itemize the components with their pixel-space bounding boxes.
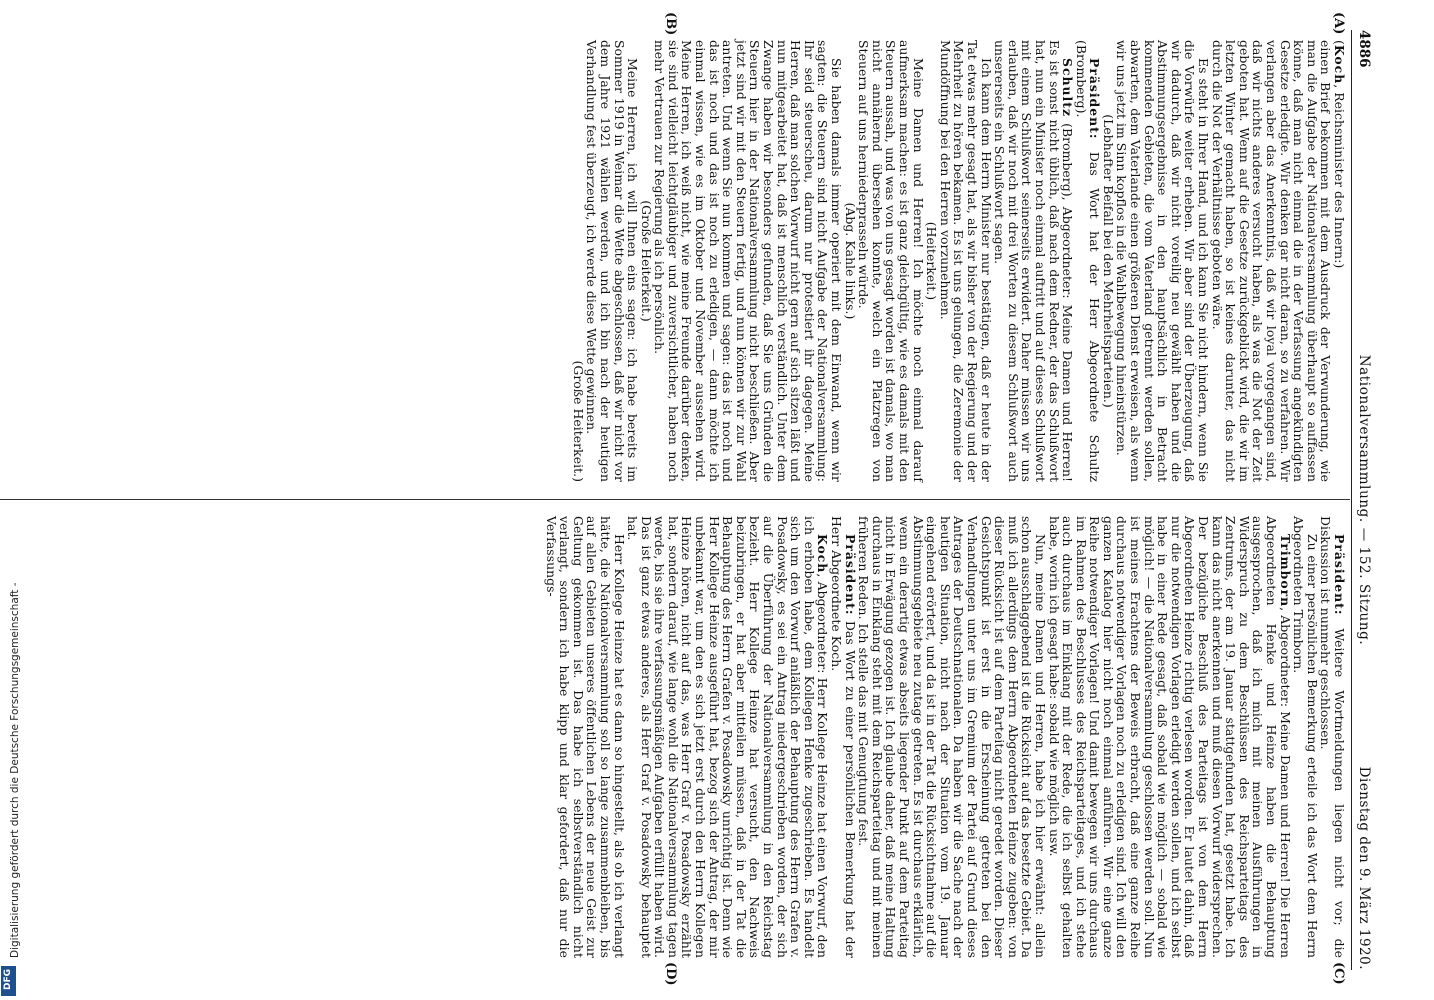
speaker-name: Präsident: — [842, 534, 858, 616]
paragraph: Meine Damen und Herren! Ich möchte noch einmal darauf aufmerksam machen: es ist ganz gleichgültig, wie es damals mit den Steuern aussah, und was von uns gesagt worden ist damals, wo man nicht annähernd übersehen konnte, welch ein Platzregen von Steuern auf uns herniederprasseln würde. — [856, 40, 926, 482]
paragraph — [1047, 516, 1292, 958]
interjection: (Große Heiterkeit.) — [638, 200, 654, 322]
paragraph — [1074, 40, 1101, 482]
speech-text: Das Wort zu einer persönlichen Bemerkung hat der Herr Abgeordnete Koch. — [829, 516, 858, 958]
speech-text: Das Wort hat der Herr Abgeordnete Schultz (Bromberg). — [1073, 40, 1103, 482]
paragraph — [993, 40, 1075, 482]
paragraph: Zu einer persönlichen Bemerkung erteile ich das Wort dem Herrn Abgeordneten Trimborn. — [1291, 516, 1320, 958]
digitization-footer — [0, 0, 21, 1000]
speech-text: (Bromberg), Abgeordneter: Meine Damen und Herren! Es ist sonst nicht üblich, daß nach dem Redner, der das Schlußwort hat, nun ein Minister noch einmal auftritt und auf dieses Schlußwort mit einem Schlußwort seinerseits erwidert. Daher müssen wir uns erlauben, daß wir noch mit drei Worten zu diesem Schlußwort auch unsererseits ein Schlußwort sagen. — [992, 40, 1076, 482]
paragraph — [829, 516, 856, 958]
paragraph: Ich kann dem Herrn Minister nur bestätigen, daß er heute in der Tat etwas mehr gesagt hat, als wir bisher von der Regierung und der Mehrheit zu hören bekamen. Es ist uns gelungen, die Zeremonie der Mundöffnung bei den Herren vorzunehmen. — [937, 40, 994, 482]
margin-mark-a: (A) — [1331, 12, 1346, 35]
paragraph: Nun, meine Damen und Herren, habe ich hier erwähnt: allein schon ausschlaggebend ist die Rücksicht auf das besetzte Gebiet. Da muß ich allerdings dem Herrn Abgeordneten Heinze zugeben: von dieser Rücksicht ist auf dem Parteitag nicht geredet worden. Dieser Gesichtspunkt ist erst in die Erscheinung getreten bei den Verhandlungen unter uns im Gremium der Partei auf Grund dieses Antrages der Deutschnationalen. Da haben wir die Sache nach der heutigen Situation, nicht nach der Situation vom 19. Januar eingehend erörtert, und da ist in der Tat die Rücksichtnahme auf die Abstimmungsgebiete neu zutage getreten. Es ist durchaus erklärlich, wenn ein derartig etwas abseits liegender Punkt auf dem Parteitag nicht in Erwägung gezogen ist. Ich glaube daher, daß meine Haltung durchaus in Einklang steht mit dem Reichsparteitag und mit meinen früheren Reden. Ich stelle das mit Genugtuung fest. — [856, 516, 1048, 958]
paragraph — [626, 516, 830, 958]
paragraph: (Koch, Reichsminister des Innern:) — [1332, 40, 1347, 269]
speaker-name: Präsident: — [1087, 58, 1103, 140]
left-column — [571, 40, 1346, 482]
dfg-logo-text: DFG — [3, 968, 13, 990]
right-column — [544, 516, 1346, 958]
margin-mark-b: (B) — [663, 12, 678, 36]
speaker-name: Koch — [815, 534, 831, 574]
page-number: 4886 — [1356, 30, 1372, 68]
paragraph: Sie haben damals immer operiert mit dem Einwand, wenn wir sagten: die Steuern sind nicht Aufgabe der Nationalversammlung: Ihr seid steuerscheu, darum nur protestiert ihr dagegen. Meine Herren, daß man solchen Vorwurf nicht gern auf sich sitzen läßt und nun mitgearbeitet hat, daß ist menschlich verständlich. Unter dem Zwange haben wir besonders gefunden, daß Sie uns Gründen die Steuern hier in der Nationalversammlung nicht beschließen. Aber jetzt sind wir mit den Steuern fertig, und nun können wir zur Wahl antreten. Und wenn Sie nun kommen und sagen: das ist noch und das ist noch und das ist noch zu erledigen, — dann möchte ich einmal wissen, wie es im Oktober und November aussehen wird. Meine Herren, ich weiß nicht, wie meine Freunde darüber denken, sie sind vielleicht leichtgläubiger und zuversichtlicher, haben noch mehr Vertrauen zur Regierung als ich persönlich. — [652, 40, 845, 482]
speaker-name: Trimborn — [1277, 534, 1293, 608]
column-rule — [0, 499, 1350, 500]
page-header — [1348, 30, 1378, 970]
interjection: (Große Heiterkeit.) — [570, 360, 586, 482]
paragraph: Meine Herren, ich will Ihnen eins sagen: ich habe bereits im Sommer 1919 in Weimar die Wette abgeschlossen, daß wir nicht vor dem Jahre 1921 wählen werden, und ich bin nach der heutigen Verhandlung fest überzeugt, ich werde diese Wette gewinnen. — [584, 40, 641, 482]
session-date: Dienstag den 9. März 1920. — [1356, 766, 1372, 970]
paragraph: Es steht in Ihrer Hand, und ich kann Sie nicht hindern, wenn Sie die Vorwürfe weiter erheben. Wir aber sind der Überzeugung, daß wir dadurch, daß wir nicht voreilig neu gewählt haben und die Abstimmungsergebnisse in den hauptsächlich in Betracht kommenden Gebieten, die vom Vaterland getrennt werden sollen, abwarten, dem Vaterlande einen größeren Dienst erweisen, als wenn wir uns jetzt im Sinn kopflos in die Wahlbewegung hineinstürzen. — [1114, 40, 1212, 482]
margin-mark-d: (D) — [663, 962, 678, 986]
speech-text: Weitere Wortmeldungen liegen nicht vor; die Diskussion ist nunmehr geschlossen. — [1318, 516, 1347, 958]
speaker-name: Schultz — [1060, 58, 1076, 117]
interjection: (Abg. Kahle links.) — [842, 202, 858, 320]
speech-text: , Abgeordneter: Herr Kollege Heinze hat einen Vorwurf, den ich erhoben habe, dem Kollegen Henke zugeschrieben. Es handelt sich um den Vorwurf anläßlich der Behauptung des Herrn Grafen v. Posadowsky, es sei ein Antrag niedergeschrieben worden, der sich auf die Überführung der Nationalversammlung in den Reichstag bezieht. Herr Kollege Heinze hat versucht, den Nachweis beizubringen, er hat aber mitteilen müssen, daß in der Tat die Behauptung des Herrn Grafen v. Posadowsky unrichtig ist. Denn wie Herr Kollege Heinze ausgeführt hat, bezog sich der Antrag, der mir unbekannt war, um den es sich jetzt erst durch den Herrn Kollegen Heinze hören, nicht auf das, was Herr Graf v. Posadowsky erzählt hat, sondern darauf, wie lange wohl die Nationalversammlung tagen werde, bis sie ihre verfassungsmäßigen Aufgaben erfüllt haben wird. Das ist ganz etwas anderes, als Herr Graf v. Posadowsky behauptet hat. — [625, 516, 831, 958]
running-title: Nationalversammlung. — 152. Sitzung. — [1356, 354, 1372, 646]
speech-text: , Abgeordneter: Meine Damen und Herren! Die Herren Abgeordneten Henke und Heinze haben die Behauptung ausgesprochen, daß ich mich mit meinen Ausführungen in Widerspruch zu dem Beschlüssen des Reichsparteitags des Zentrums, der am 19. Januar stattgefunden hat, gesetzt habe. Ich kann das nicht anerkennen und muß diesen Vorwurf widersprechen. Der bezügliche Beschluß des Parteitags ist von dem Herrn Abgeordneten Heinze richtig verlesen worden. Er lautet dahin, daß nur die notwendigen Vorlagen erledigt werden sollen, und ich selbst habe in einer Rede gesagt, daß sobald wie möglich — sobald wie möglich! — die Nationalversammlung geschlossen werden soll. Nun ist meines Erachtens der Beweis erbracht, daß eine ganze Reihe durchaus notwendiger Vorlagen noch zu erledigen sind. Ich will den ganzen Katalog hier nicht noch einmal anführen. Wir eine ganze Reihe notwendiger Vorlagen! Und damit bewegen wir uns durchaus im Rahmen des Beschlusses des Reichsparteitages, und ich stehe auch durchaus im Einklang mit der Rede, die ich selbst gehalten habe, worin ich gesagt habe: sobald wie möglich usw. — [1046, 516, 1293, 958]
interjection: (Heiterkeit.) — [924, 221, 940, 301]
dfg-credit: Digitalisierung gefördert durch die Deutsche Forschungsgemeinschaft - — [9, 582, 21, 958]
speaker-name: Präsident: — [1332, 534, 1347, 616]
header-rule — [1351, 30, 1352, 970]
interjection: (Lebhafter Beifall bei den Mehrheitsparteien.) — [1100, 114, 1116, 408]
paragraph — [1319, 516, 1346, 958]
speaker-name: Koch — [1332, 44, 1347, 85]
paragraph: Herr Kollege Heinze hat es dann so hingestellt, als ob ich verlangt hätte, die Nationalversammlung soll so lange zusammenbleiben, bis auf allen Gebieten unseres öffentlichen Lebens der neue Geist zur Geltung gekommen ist. Das habe ich selbstverständlich nicht verlangt, sondern ich habe klipp und klar gefordert, daß nur die Verfassungs- — [543, 516, 627, 958]
margin-mark-c: (C) — [1331, 962, 1346, 985]
speaker-role: , Reichsminister des Innern: — [1332, 84, 1347, 264]
paragraph: einen Brief bekommen mit dem Ausdruck der Verwunderung, wie man die Aufgabe der Nationalversammlung überhaupt so auffassen könne, daß man nicht einmal die in der Verfassung angekündigten Gesetze erledigte. Wir denken gar nicht daran, so zu verfahren. Wir verlangen aber das Anerkenntnis, daß wir loyal vorgegangen sind, daß wir nichts anderes versucht haben, als was die Not der Zeit geboten hat. Wenn auf die Gesetze zurückgeblickt wird, die wir im letzten Winter gemacht haben, so ist keines darunter, das nicht durch die Not der Verhältnisse geboten wäre. — [1209, 40, 1334, 482]
dfg-logo — [1, 966, 16, 996]
